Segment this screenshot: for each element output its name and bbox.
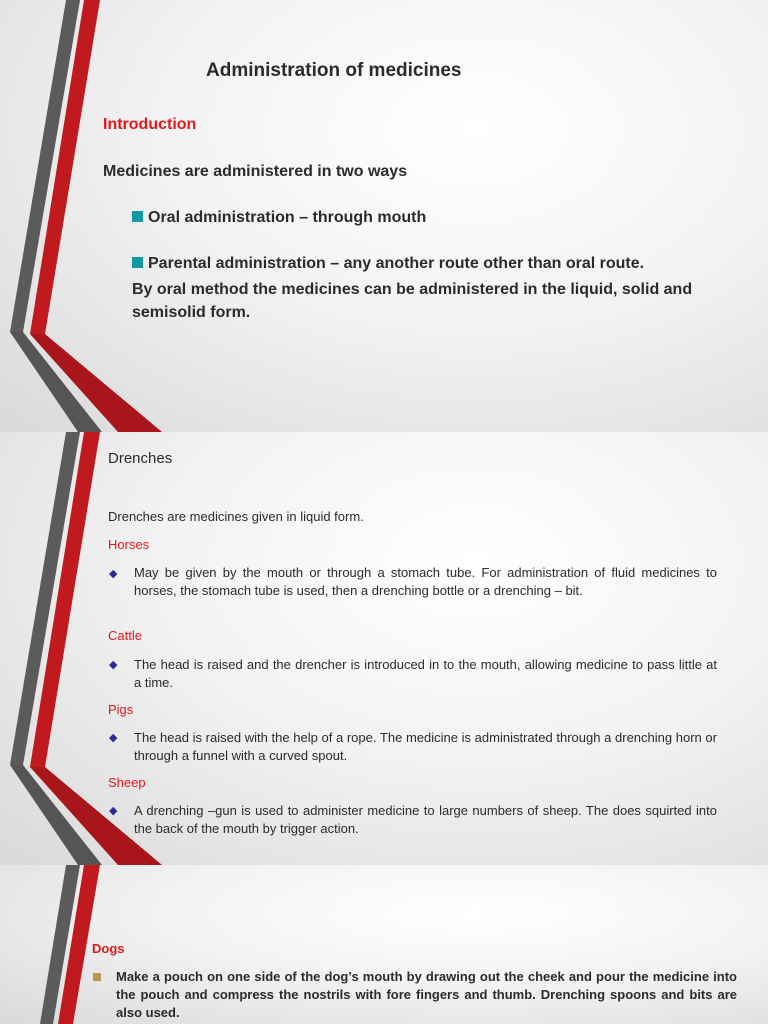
section-heading-sheep: Sheep <box>108 775 146 790</box>
section-heading: Introduction <box>103 116 197 133</box>
section-text: May be given by the mouth or through a stomach tube. For administration of fluid medicines to horses, the stomach tube is used, then a drenching bottle or a drenching – bit. <box>134 565 717 598</box>
section-heading-pigs: Pigs <box>108 702 134 717</box>
diamond-bullet-icon: ◆ <box>109 659 118 671</box>
slide-1 <box>0 0 768 432</box>
section-text: A drenching –gun is used to administer medicine to large numbers of sheep. The does squirted into the back of the mouth by trigger action. <box>134 803 717 836</box>
intro-text: Drenches are medicines given in liquid form. <box>108 509 364 524</box>
list-item <box>132 209 426 227</box>
diamond-bullet-icon: ◆ <box>109 568 118 580</box>
list-item-text: Parental administration – any another route other than oral route. <box>148 255 645 272</box>
section-heading-cattle: Cattle <box>108 628 142 643</box>
section-heading-horses: Horses <box>108 537 150 552</box>
slide-title: Drenches <box>108 450 173 467</box>
list-item <box>132 255 644 273</box>
square-bullet-icon <box>132 257 143 268</box>
section-text: The head is raised and the drencher is introduced in to the mouth, allowing medicine to pass little at a time. <box>134 657 717 690</box>
section-text: The head is raised with the help of a rope. The medicine is administrated through a drenching horn or through a funnel with a curved spout. <box>134 730 717 763</box>
paragraph-text: By oral method the medicines can be administered in the liquid, solid and semisolid form. <box>132 281 693 321</box>
intro-text: Medicines are administered in two ways <box>103 163 408 180</box>
section-heading-dogs: Dogs <box>92 941 125 956</box>
square-bullet-icon <box>93 973 101 981</box>
slide-title: Administration of medicines <box>206 60 462 81</box>
diamond-bullet-icon: ◆ <box>109 805 118 817</box>
square-bullet-icon <box>132 211 143 222</box>
slide-decoration-stripes <box>0 432 768 865</box>
section-text: Make a pouch on one side of the dog’s mouth by drawing out the cheek and pour the medicine into the pouch and compress the nostrils with fore fingers and thumb. Drenching spoons and bits are also used. <box>116 969 737 1020</box>
list-item-text: Oral administration – through mouth <box>148 209 427 226</box>
slide-2 <box>0 432 768 865</box>
slide-3 <box>0 865 768 1024</box>
diamond-bullet-icon: ◆ <box>109 732 118 744</box>
